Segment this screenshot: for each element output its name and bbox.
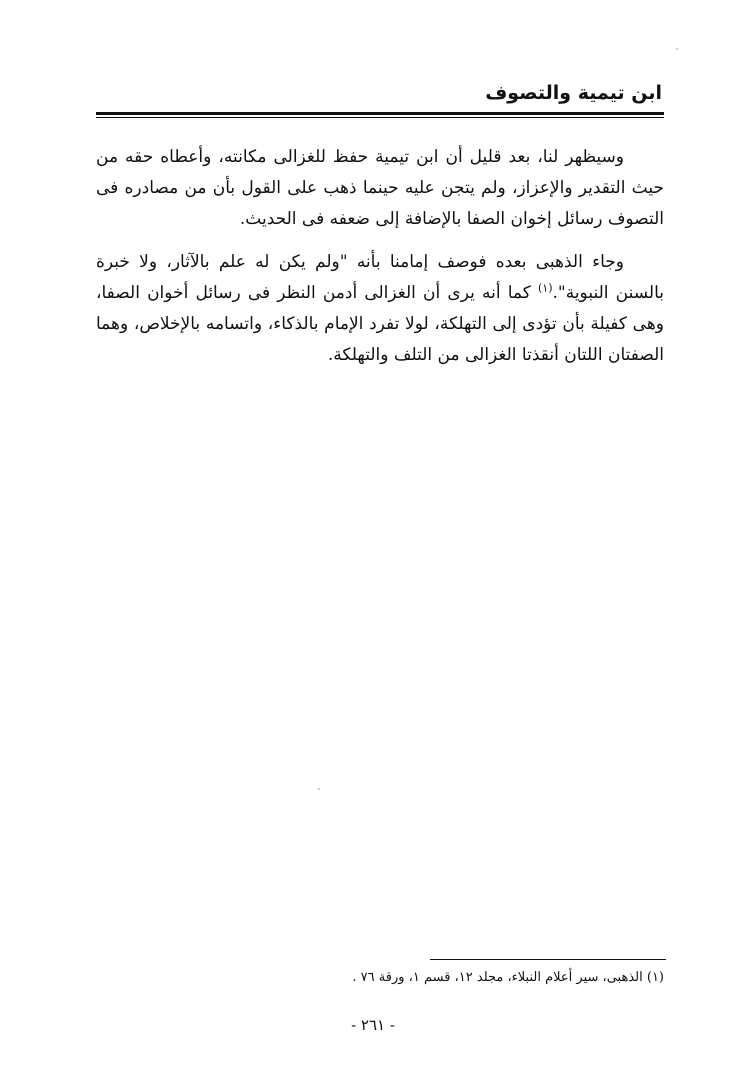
- footnote-1: (١) الذهبى، سير أعلام النبلاء، مجلد ١٢، قسم ١، ورقة ٧٦ .: [352, 970, 664, 985]
- footnote-separator: [430, 959, 666, 960]
- running-header-title: ابن تيمية والتصوف: [485, 82, 662, 104]
- main-text: [96, 142, 664, 383]
- page-number: - ٢٦١ -: [351, 1016, 395, 1034]
- header-rule-thick: [96, 112, 664, 115]
- scan-speck: [676, 48, 678, 50]
- paragraph-2-text-after-note: كما أنه يرى أن الغزالى أدمن النظر فى رسائل أخوان الصفا، وهى كفيلة بأن تؤدى إلى التهلكة، لولا تفرد الإمام بالذكاء، واتسامه بالإخلاص، وهما الصفتان اللتان أنقذتا الغزالى من التلف والتهلكة.: [96, 283, 664, 365]
- paragraph-2-text-before-note: وجاء الذهبى بعده فوصف إمامنا بأنه "ولم يكن له علم بالآثار، ولا خبرة بالسنن النبوية".: [96, 252, 664, 303]
- paragraph-1: وسيظهر لنا، بعد قليل أن ابن تيمية حفظ للغزالى مكانته، وأعطاه حقه من حيث التقدير والإعزاز، ولم يتجن عليه حينما ذهب على القول بأن من مصادره فى التصوف رسائل إخوان الصفا بالإضافة إلى ضعفه فى الحديث.: [96, 147, 664, 229]
- paragraph-2: [96, 247, 664, 371]
- scan-speck: [318, 788, 320, 790]
- footnote-reference-1: (١): [537, 281, 553, 295]
- header-rule-thin: [96, 117, 664, 118]
